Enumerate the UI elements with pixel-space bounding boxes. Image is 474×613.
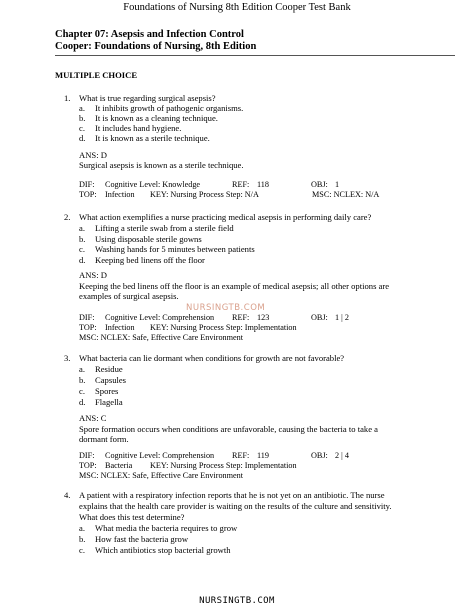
top-value: Bacteria: [105, 461, 133, 470]
rationale: examples of surgical asepsis.: [79, 291, 179, 301]
top-label: TOP:: [79, 323, 97, 332]
obj-label: OBJ:: [311, 451, 328, 460]
answer-key: ANS: D: [79, 150, 107, 160]
option-letter: b.: [79, 375, 86, 385]
question-number: 1.: [64, 93, 71, 103]
option-text: Lifting a sterile swab from a sterile field: [95, 223, 234, 233]
dif-value: Cognitive Level: Comprehension: [105, 451, 215, 460]
option-text: Spores: [95, 386, 119, 396]
top-label: TOP:: [79, 190, 97, 199]
title-rule: [55, 55, 455, 56]
watermark: NURSINGTB.COM: [186, 303, 266, 313]
ref-label: REF:: [232, 313, 250, 322]
option-text: Using disposable sterile gowns: [95, 234, 202, 244]
obj-value: 2 | 4: [335, 451, 349, 460]
ref-value: 123: [257, 313, 270, 322]
ref-value: 119: [257, 451, 269, 460]
question-stem: What is true regarding surgical asepsis?: [79, 93, 216, 103]
top-label: TOP:: [79, 461, 97, 470]
rationale: Surgical asepsis is known as a sterile technique.: [79, 160, 244, 170]
option-letter: c.: [79, 123, 85, 133]
question-stem: What bacteria can lie dormant when conditions for growth are not favorable?: [79, 353, 345, 363]
key-value: KEY: Nursing Process Step: Implementation: [150, 461, 297, 470]
option-text: It includes hand hygiene.: [95, 123, 182, 133]
ref-value: 118: [257, 180, 269, 189]
rationale: Keeping the bed linens off the floor is an example of medical asepsis; all other options are: [79, 281, 390, 291]
option-text: It inhibits growth of pathogenic organisms.: [95, 103, 244, 113]
top-value: Infection: [105, 190, 135, 199]
obj-label: OBJ:: [311, 180, 328, 189]
question-number: 2.: [64, 212, 71, 222]
book-title: Cooper: Foundations of Nursing, 8th Edition: [55, 41, 257, 52]
dif-label: DIF:: [79, 180, 95, 189]
rationale: Spore formation occurs when conditions are unfavorable, causing the bacteria to take a: [79, 424, 378, 434]
ref-label: REF:: [232, 451, 250, 460]
page-footer: NURSINGTB.COM: [199, 596, 275, 606]
question-stem: A patient with a respiratory infection reports that he is not yet on an antibiotic. The nurse: [79, 490, 385, 500]
dif-value: Cognitive Level: Knowledge: [105, 180, 201, 189]
option-text: Capsules: [95, 375, 127, 385]
chapter-title: Chapter 07: Asepsis and Infection Control: [55, 29, 244, 40]
key-value: KEY: Nursing Process Step: N/A: [150, 190, 259, 199]
option-letter: a.: [79, 364, 85, 374]
option-letter: d.: [79, 255, 86, 265]
option-letter: d.: [79, 133, 86, 143]
msc-value: MSC: NCLEX: Safe, Effective Care Environment: [79, 471, 244, 480]
dif-label: DIF:: [79, 313, 95, 322]
option-text: What media the bacteria requires to grow: [95, 523, 238, 533]
dif-value: Cognitive Level: Comprehension: [105, 313, 215, 322]
option-letter: a.: [79, 223, 85, 233]
option-text: Which antibiotics stop bacterial growth: [95, 545, 231, 555]
msc-value: MSC: NCLEX: Safe, Effective Care Environment: [79, 333, 244, 342]
option-letter: b.: [79, 534, 86, 544]
question-stem: What action exemplifies a nurse practicing medical asepsis in performing daily care?: [79, 212, 372, 222]
question-stem: explains that the health care provider is waiting on the results of the culture and sensitivity.: [79, 501, 392, 511]
msc-value: MSC: NCLEX: N/A: [312, 190, 380, 199]
answer-key: ANS: D: [79, 270, 107, 280]
page-header: Foundations of Nursing 8th Edition Cooper Test Bank: [123, 2, 351, 13]
dif-label: DIF:: [79, 451, 95, 460]
option-letter: b.: [79, 234, 86, 244]
obj-value: 1: [335, 180, 340, 189]
option-text: It is known as a sterile technique.: [95, 133, 210, 143]
option-text: How fast the bacteria grow: [95, 534, 189, 544]
question-stem: What does this test determine?: [79, 512, 185, 522]
question-number: 4.: [64, 490, 71, 500]
option-letter: a.: [79, 523, 85, 533]
ref-label: REF:: [232, 180, 250, 189]
key-value: KEY: Nursing Process Step: Implementation: [150, 323, 297, 332]
rationale: dormant form.: [79, 434, 129, 444]
answer-key: ANS: C: [79, 413, 107, 423]
option-text: It is known as a cleaning technique.: [95, 113, 218, 123]
question-number: 3.: [64, 353, 71, 363]
option-letter: b.: [79, 113, 86, 123]
option-text: Flagella: [95, 397, 123, 407]
obj-label: OBJ:: [311, 313, 328, 322]
option-letter: c.: [79, 386, 85, 396]
option-letter: c.: [79, 244, 85, 254]
option-text: Residue: [95, 364, 123, 374]
option-text: Keeping bed linens off the floor: [95, 255, 205, 265]
obj-value: 1 | 2: [335, 313, 349, 322]
option-letter: a.: [79, 103, 85, 113]
section-heading: MULTIPLE CHOICE: [55, 70, 138, 80]
option-text: Washing hands for 5 minutes between patients: [95, 244, 255, 254]
top-value: Infection: [105, 323, 135, 332]
option-letter: c.: [79, 545, 85, 555]
option-letter: d.: [79, 397, 86, 407]
